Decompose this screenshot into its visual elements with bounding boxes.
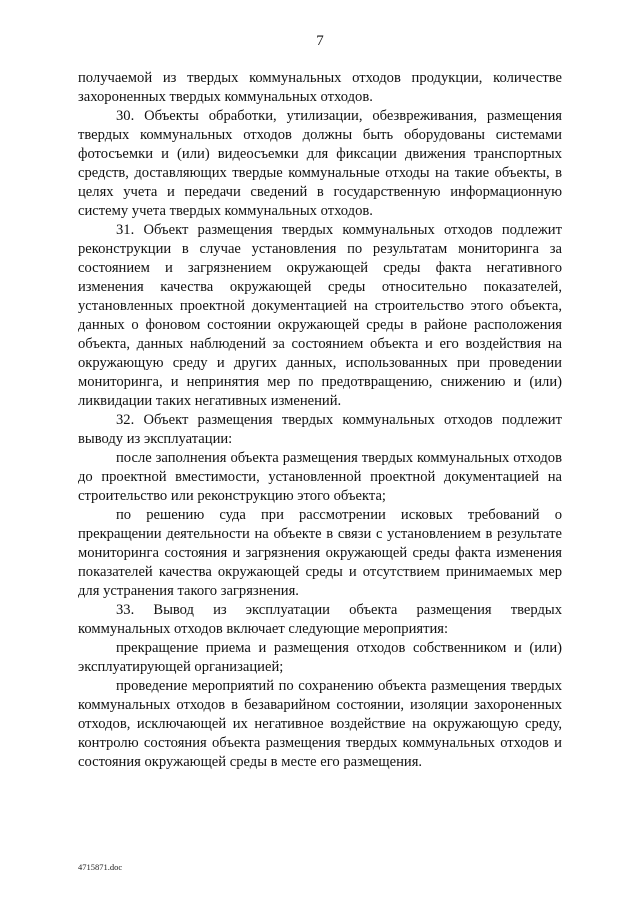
paragraph-continuation: получаемой из твердых коммунальных отходов продукции, количестве захороненных твердых коммунальных отходов.	[78, 70, 562, 105]
paragraph-item-33: 33. Вывод из эксплуатации объекта размещения твердых коммунальных отходов включает следующие мероприятия:	[78, 602, 562, 637]
paragraph-item-32-case-1: после заполнения объекта размещения твердых коммунальных отходов до проектной вместимости, установленной проектной документацией на строительство или реконструкцию этого объекта;	[78, 450, 562, 504]
paragraph-item-32: 32. Объект размещения твердых коммунальных отходов подлежит выводу из эксплуатации:	[78, 412, 562, 447]
document-code: 4715871.doc	[78, 862, 123, 872]
paragraph-item-33-measure-2: проведение мероприятий по сохранению объекта размещения твердых коммунальных отходов в безаварийном состоянии, изоляции захороненных отходов, исключающей их негативное воздействие на окружающую среду, контролю состояния объекта размещения твердых коммунальных отходов и состояния окружающей среды в месте его размещения.	[78, 678, 562, 770]
paragraph-item-30: 30. Объекты обработки, утилизации, обезвреживания, размещения твердых коммунальных отходов должны быть оборудованы системами фотосъемки и (или) видеосъемки для фиксации движения транспортных средств, доставляющих твердые коммунальные отходы на такие объекты, в целях учета и передачи сведений в государственную информационную систему учета твердых коммунальных отходов.	[78, 108, 562, 219]
paragraph-item-33-measure-1: прекращение приема и размещения отходов собственником и (или) эксплуатирующей организацией;	[78, 640, 562, 675]
paragraph-item-31: 31. Объект размещения твердых коммунальных отходов подлежит реконструкции в случае установления по результатам мониторинга за состоянием и загрязнением окружающей среды факта негативного изменения качества окружающей среды относительно показателей, установленных проектной документацией на строительство этого объекта, данных о фоновом состоянии окружающей среды в районе расположения объекта, данных наблюдений за состоянием объекта и его воздействия на окружающую среду и других данных, использованных при проведении мониторинга, и непринятия мер по предотвращению, снижению и (или) ликвидации таких негативных изменений.	[78, 222, 562, 409]
paragraph-item-32-case-2: по решению суда при рассмотрении исковых требований о прекращении деятельности на объекте в связи с установлением в результате мониторинга состояния и загрязнения окружающей среды факта изменения показателей качества окружающей среды и отсутствием принимаемых мер для устранения такого загрязнения.	[78, 507, 562, 599]
page-number: 7	[316, 33, 324, 49]
document-body	[78, 69, 562, 772]
